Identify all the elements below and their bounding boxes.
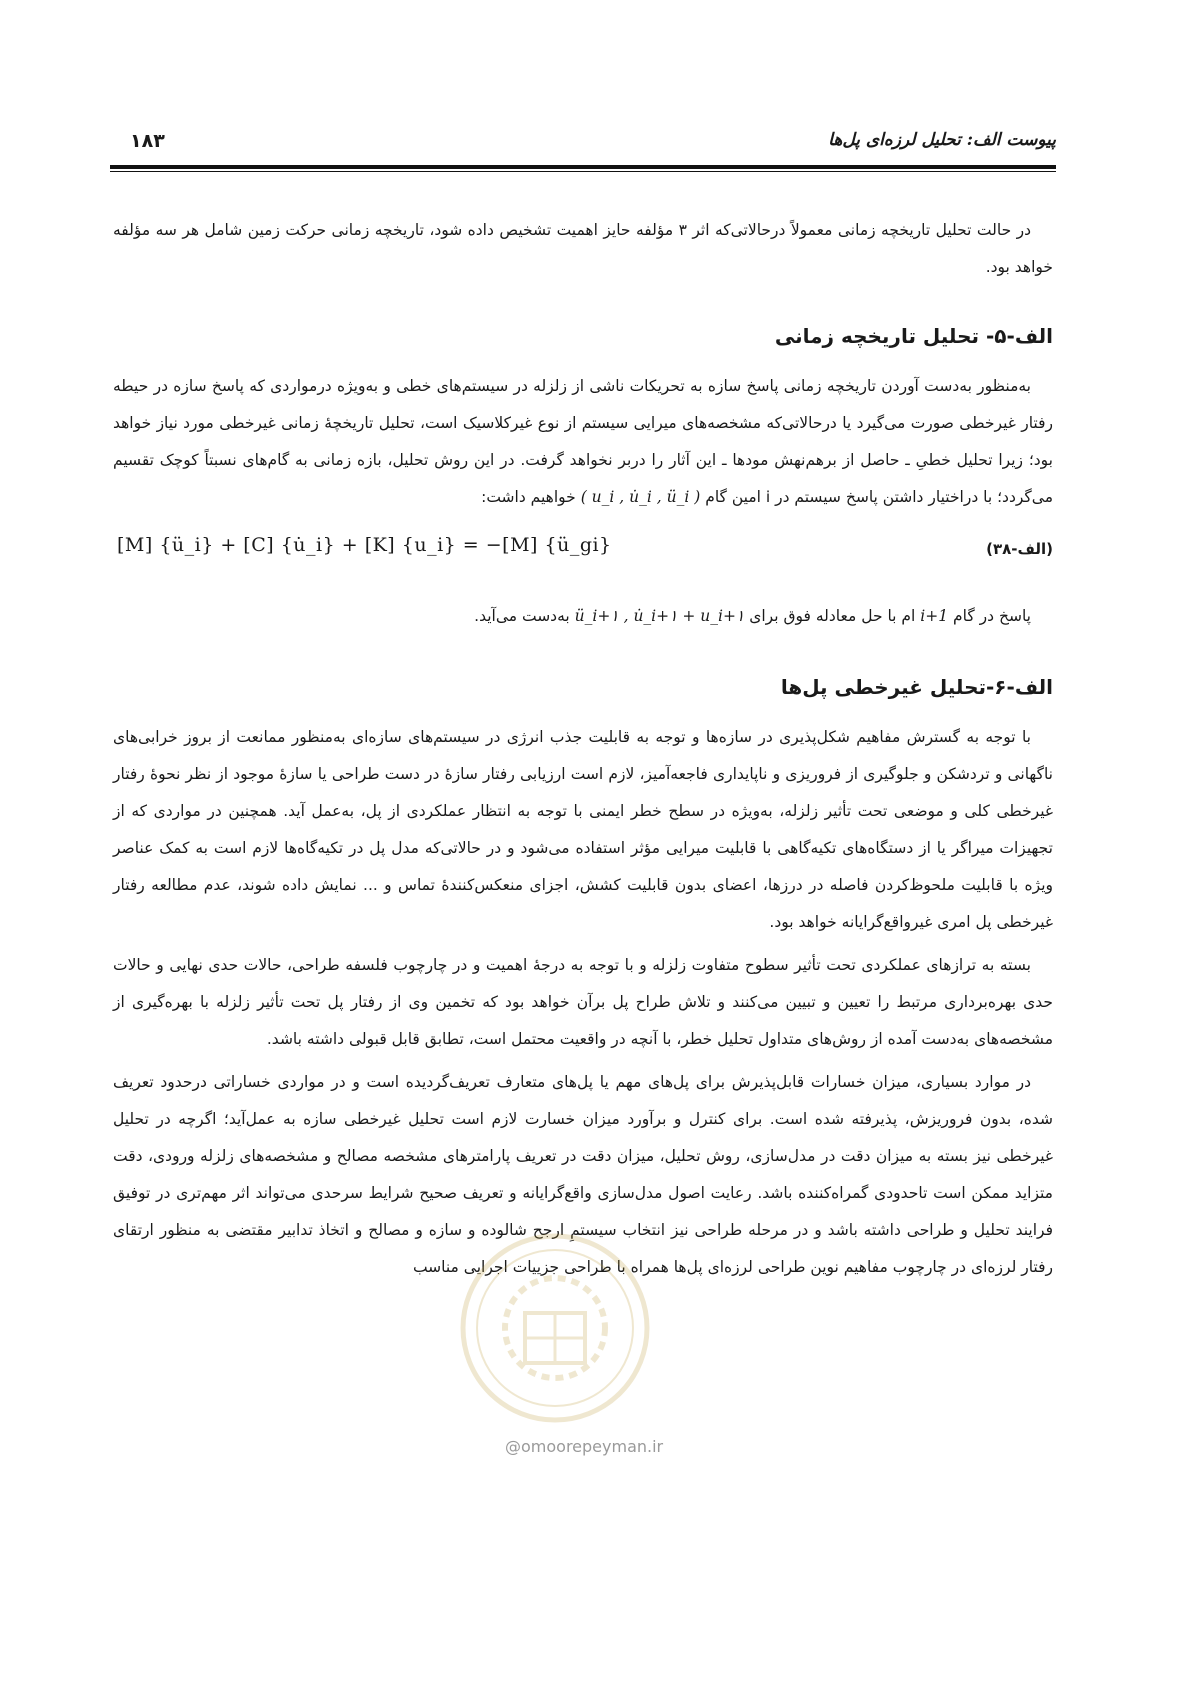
time-history-paragraph [113, 368, 1053, 516]
equation-followup [113, 598, 1053, 635]
section-heading-nonlinear: الف-۶-تحلیل غیرخطی پل‌ها [780, 675, 1053, 699]
state-vector: ( u_i , u̇_i , ü_i ) [580, 488, 701, 506]
page-number: ۱۸۳ [130, 130, 165, 152]
equation-38 [113, 526, 1053, 586]
watermark-url: @omoorepeyman.ir [505, 1437, 664, 1456]
header-rule-thin [110, 171, 1056, 172]
section-heading-time-history: الف-۵- تحلیل تاریخچه زمانی [774, 324, 1053, 348]
page-header [110, 126, 1056, 158]
running-title: پیوست الف: تحلیل لرزه‌ای پل‌ها [828, 130, 1056, 150]
followup-step: i+1 [920, 607, 949, 625]
page-body [113, 212, 1053, 1292]
header-rule-thick [110, 165, 1056, 169]
nonlinear-paragraph-2: بسته به ترازهای عملکردی تحت تأثیر سطوح متفاوت زلزله و با توجه به درجهٔ اهمیت و در چارچوب فلسفه طراحی، حالات حدی نهایی و حالات حدی بهره‌برداری مرتبط را تعیین و تبیین می‌کنند و تلاش طراح پل برآن خواهد بود که تخمین وی از رفتار پل تحت تأثیر زلزله با بهره‌گیری از مشخصه‌های به‌دست آمده از روش‌های متداول تحلیل خطر، با آنچه در واقعیت محتمل است، تطابق قابل قبولی داشته باشد. [113, 956, 1053, 1048]
equation-label: (الف-۳۸) [986, 540, 1053, 558]
intro-paragraph: در حالت تحلیل تاریخچه زمانی معمولاً درحالاتی‌که اثر ۳ مؤلفه حایز اهمیت تشخیص داده شود، تاریخچه زمانی حرکت زمین شامل هر سه مؤلفه خواهد بود. [113, 221, 1053, 276]
equation-formula: [M] {ü_i} + [C] {u̇_i} + [K] {u_i} = −[M] {ü_gi} [117, 534, 612, 556]
followup-middle: ام با حل معادله فوق برای [749, 607, 916, 625]
followup-suffix: به‌دست می‌آید. [474, 607, 570, 625]
nonlinear-paragraph-3: در موارد بسیاری، میزان خسارات قابل‌پذیرش برای پل‌های مهم یا پل‌های متعارف تعریف‌گردیده است و در مواردی خساراتی درحدود تعریف شده، بدون فروریزش، پذیرفته شده است. برای کنترل و برآورد میزان خسارت لازم است تحلیل غیرخطی سازه به عمل‌آید؛ اگرچه در تحلیل غیرخطی نیز بسته به میزان دقت در مدل‌سازی، روش تحلیل، میزان دقت در تعریف پارامترهای مشخصه مصالح و مشخصه‌های زلزله ورودی، دقت متزاید ممکن است تاحدودی گمراه‌کننده باشد. رعایت اصول مدل‌سازی واقع‌گرایانه و تعریف صحیح شرایط سرحدی می‌تواند اثر مهم‌تری در توفیق فرایند تحلیل و طراحی داشته باشد و در مرحله طراحی نیز انتخاب سیستمِ ارجح شالوده و سازه و مصالح و اتخاذ تدابیر مقتضی به منظور ارتقای رفتار لرزه‌ای در چارچوب مفاهیم نوین طراحی لرزه‌ای پل‌ها همراه با طراحی جزییات اجرایی مناسب [113, 1073, 1053, 1276]
publisher-seal-watermark [455, 1228, 655, 1428]
time-history-paragraph-text: به‌منظور به‌دست آوردن تاریخچه زمانی پاسخ سازه به تحریکات ناشی از زلزله در سیستم‌های خطی و به‌ویژه درمواردی که پاسخ سازه در حیطه رفتار غیرخطی صورت می‌گیرد یا درحالاتی‌که مشخصه‌های میرایی سیستم از نوع غیرکلاسیک است، تحلیل تاریخچهٔ زمانی غیرخطی مورد نیاز خواهد بود؛ زیرا تحلیل خطیِ ـ حاصل از برهم‌نهش مودها ـ این آثار را دربر نخواهد گرفت. در این روش تحلیل، بازه زمانی به گام‌های نسبتاً کوچک تقسیم می‌گردد؛ با دراختیار داشتن پاسخ سیستم در i امین گام [113, 377, 1053, 506]
nonlinear-paragraph-1: با توجه به گسترش مفاهیم شکل‌پذیری در سازه‌ها و توجه به قابلیت جذب انرژی در سیستم‌های سازه‌ای به‌منظور ممانعت از بروز خرابی‌های ناگهانی و تردشکن و جلوگیری از فروریزی و ناپایداری فاجعه‌آمیز، لازم است ارزیابی رفتار سازهٔ در دست طراحی یا سازهٔ موجود از نظر نحوهٔ رفتار غیرخطی کلی و موضعی تحت تأثیر زلزله، به‌ویژه در سطح خطر ایمنی با توجه به انتظار عملکردی از پل، به‌عمل آید. همچنین در مواردی که از تجهیزات میراگر یا از دستگاه‌های تکیه‌گاهی با قابلیت میرایی مؤثر استفاده می‌شود و در حالاتی‌که مدل پل در تکیه‌گاه‌ها لازم است به کمک عناصر ویژه با قابلیت ملحوظ‌کردن فاصله در درزها، اعضای بدون قابلیت کشش، اجزای منعکس‌کنندهٔ تماس و ... نمایش داده شوند، عدم مطالعه رفتار غیرخطی پل امری غیرواقع‌گرایانه خواهد بود. [113, 728, 1053, 931]
followup-vars: ü_i+۱ , u̇_i+۱ + u_i+۱ [574, 607, 745, 625]
followup-prefix: پاسخ در گام [953, 607, 1031, 625]
time-history-paragraph-tail: خواهیم داشت: [481, 488, 576, 506]
